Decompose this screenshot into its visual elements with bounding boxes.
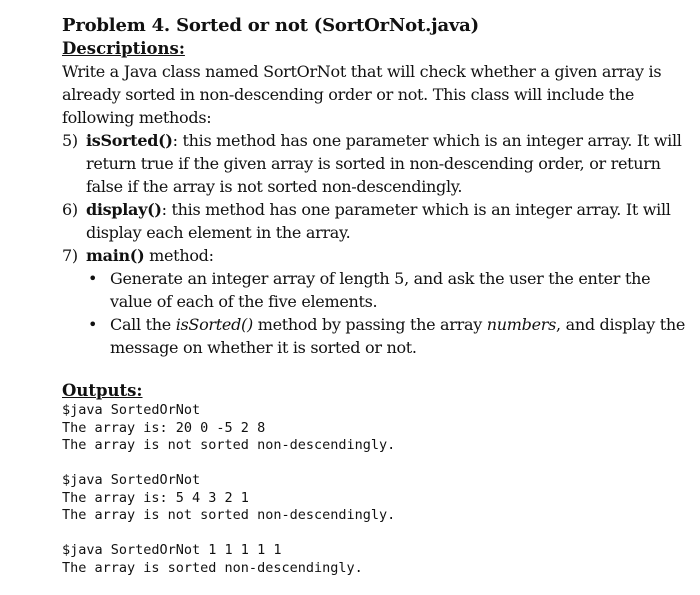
- code-line: The array is not sorted non-descendingly.: [62, 437, 396, 453]
- method-item-main: [62, 244, 692, 267]
- output-example: [62, 472, 692, 525]
- code-line: $java SortedOrNot: [62, 472, 201, 488]
- method-description: : this method has one parameter which is an integer array. It will return true if the given array is sorted in non-descending order, or return false if the array is not sorted non-descendingly.: [86, 131, 682, 196]
- bullet-text: Call the: [110, 315, 176, 334]
- bullet-emphasis: numbers: [486, 315, 557, 334]
- main-bullets: [62, 267, 692, 359]
- bullet-emphasis: isSorted(): [175, 315, 253, 334]
- bullet-item: [62, 313, 692, 359]
- code-line: The array is not sorted non-descendingly.: [62, 507, 396, 523]
- problem-title: Problem 4. Sorted or not (SortOrNot.java): [62, 15, 479, 36]
- output-example: [62, 542, 692, 577]
- list-number: 7): [62, 246, 78, 265]
- bullet-item: [62, 267, 692, 313]
- method-item-display: [62, 198, 692, 244]
- outputs-heading: Outputs:: [62, 381, 143, 400]
- code-line: $java SortedOrNot: [62, 402, 201, 418]
- bullet-text: Generate an integer array of length 5, and ask the user the enter the value of each of the five elements.: [110, 269, 651, 311]
- method-item-issorted: [62, 129, 692, 198]
- method-name: display(): [86, 200, 162, 219]
- bullet-dot-icon: •: [88, 269, 98, 288]
- method-name: isSorted(): [86, 131, 173, 150]
- bullet-text: method by passing the array: [252, 315, 487, 334]
- code-line: The array is: 20 0 -5 2 8: [62, 419, 266, 436]
- problem-document: [62, 14, 692, 359]
- method-description: : this method has one parameter which is an integer array. It will display each element in the array.: [86, 200, 671, 242]
- bullet-dot-icon: •: [88, 315, 98, 334]
- descriptions-heading: Descriptions:: [62, 39, 185, 58]
- output-example: [62, 402, 692, 455]
- code-line: The array is sorted non-descendingly.: [62, 559, 363, 576]
- code-line: $java SortedOrNot 1 1 1 1 1: [62, 542, 282, 558]
- method-name: main(): [86, 246, 145, 265]
- list-number: 5): [62, 131, 78, 150]
- outputs-section: [62, 380, 692, 595]
- code-line: The array is: 5 4 3 2 1: [62, 489, 249, 506]
- bullet-text: , and display the message on whether it is sorted or not.: [110, 315, 686, 357]
- methods-list: [62, 129, 692, 267]
- list-number: 6): [62, 200, 78, 219]
- intro-paragraph: Write a Java class named SortOrNot that will check whether a given array is already sorted in non-descending order or not. This class will include the following methods:: [62, 62, 662, 127]
- method-description: method:: [144, 246, 214, 265]
